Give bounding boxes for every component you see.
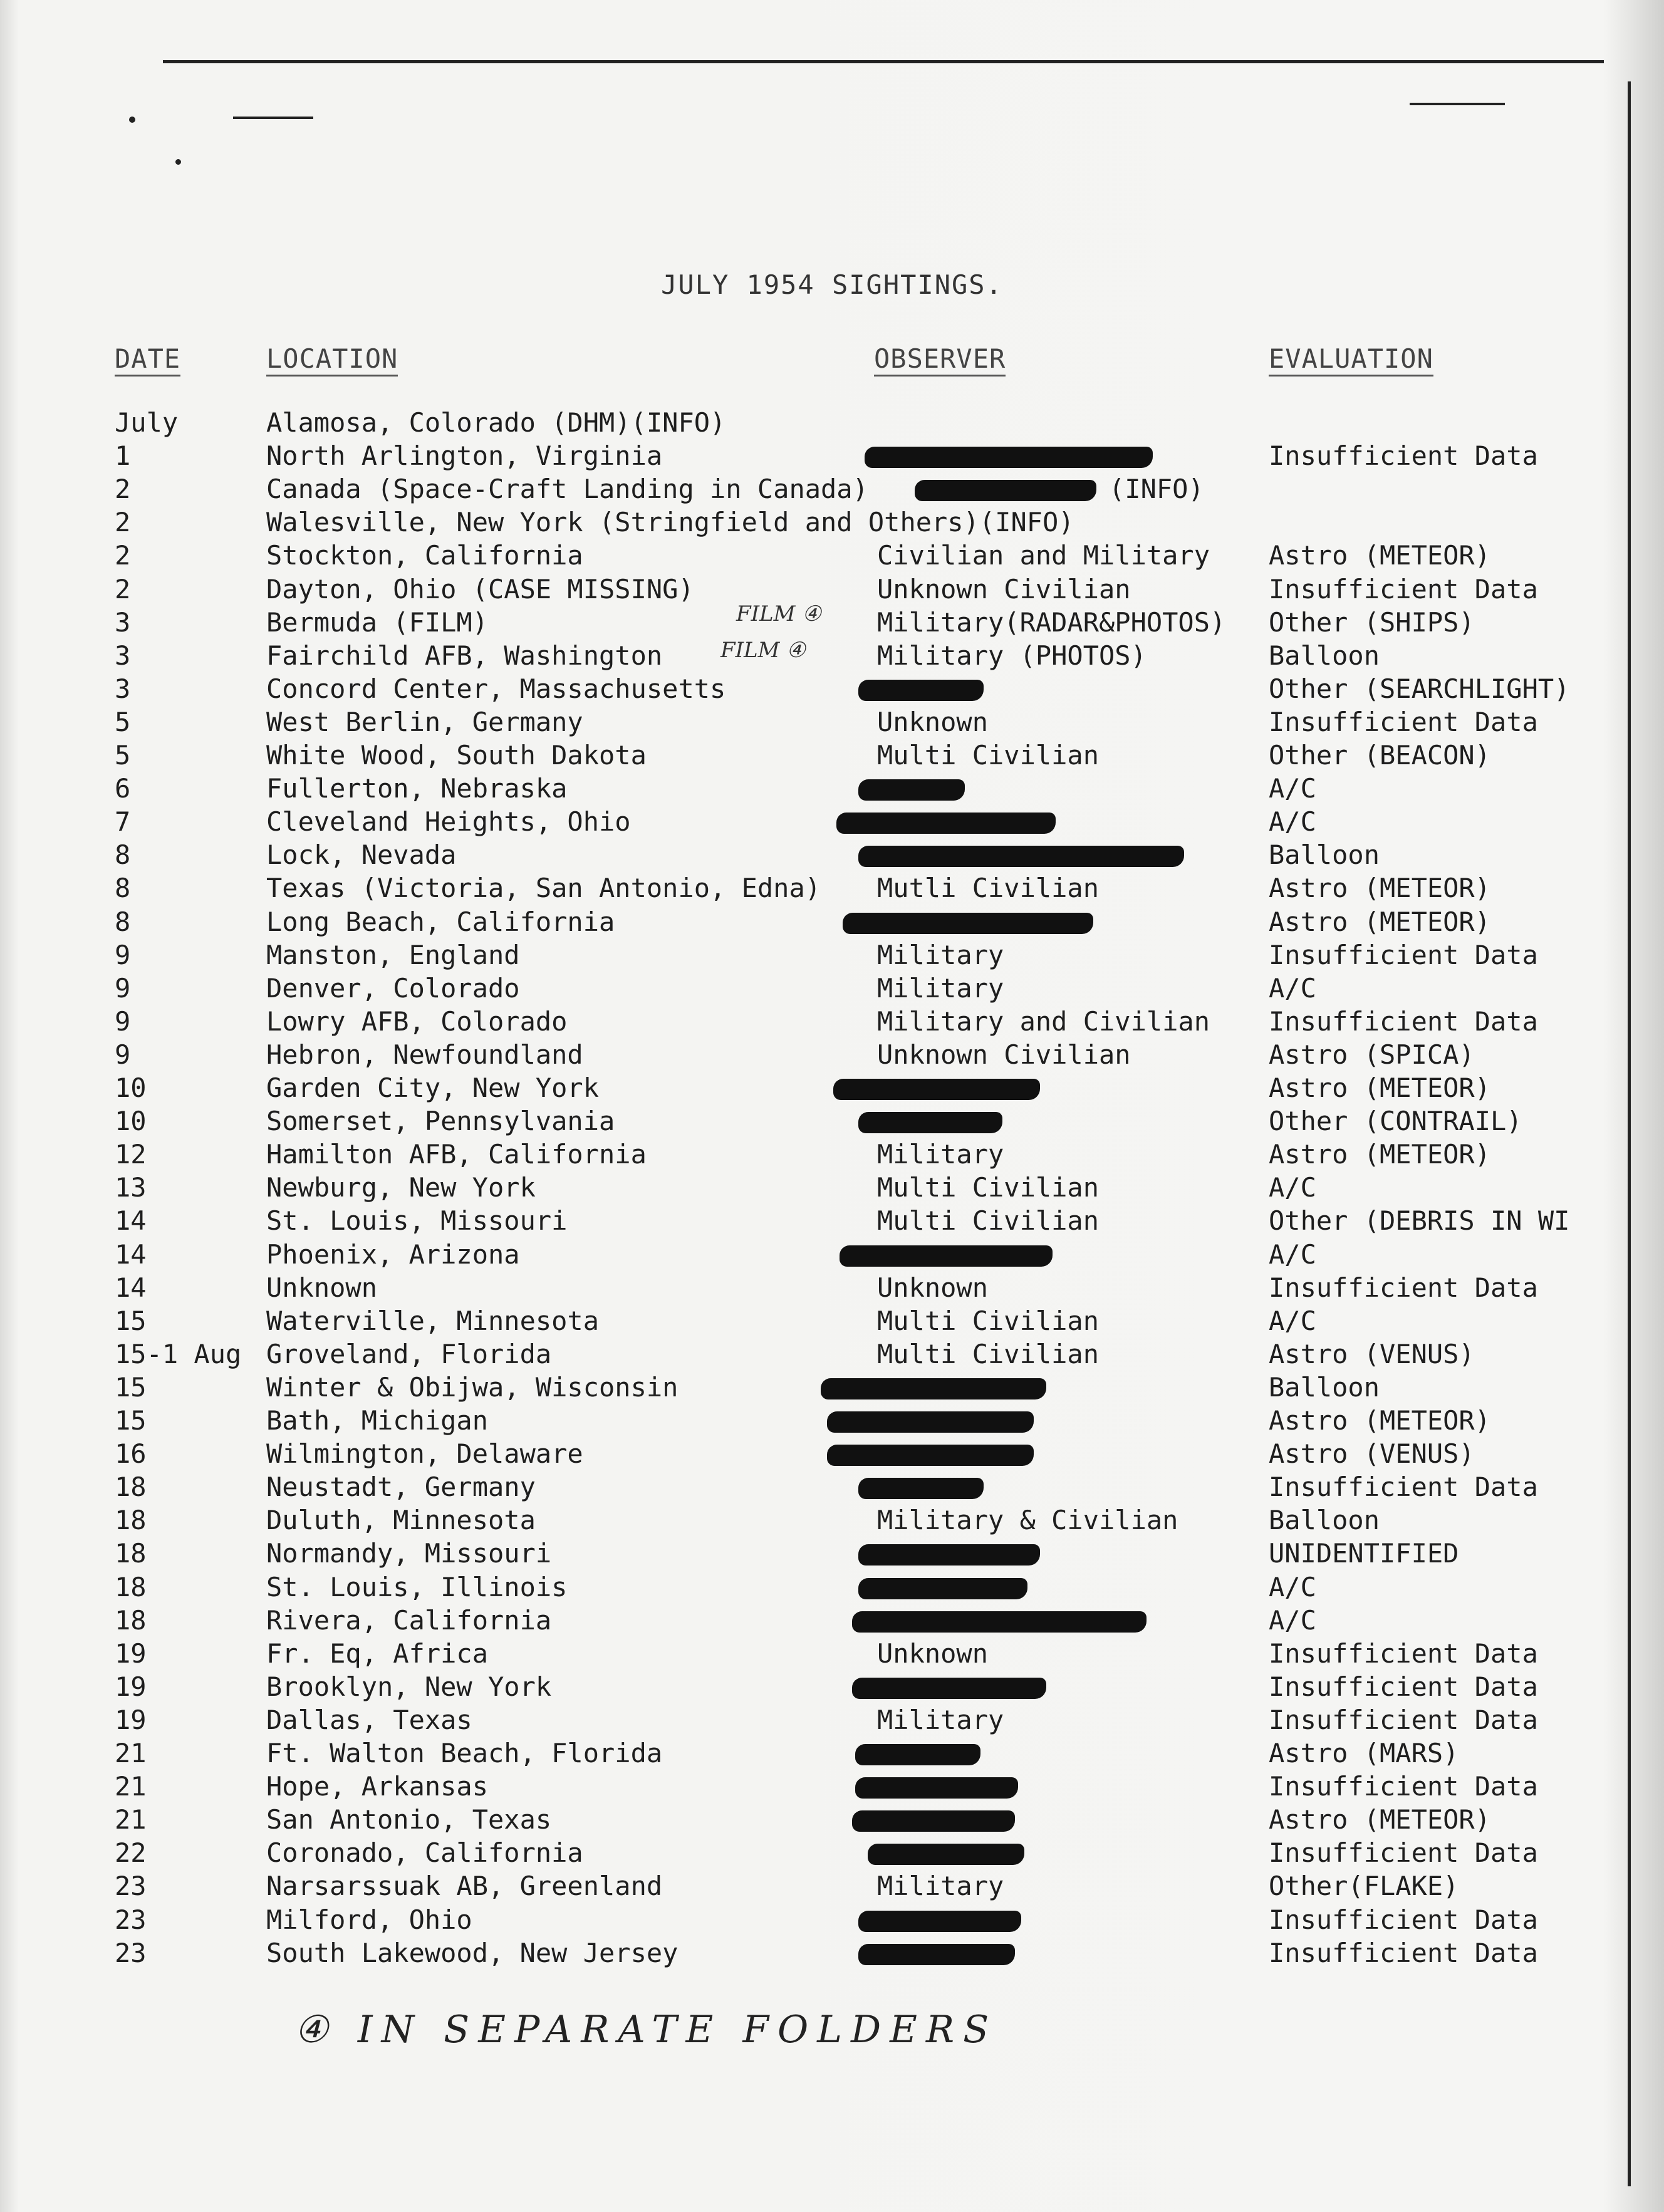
row-date: 15 — [115, 1371, 147, 1403]
row-date: 2 — [115, 507, 131, 538]
row-location: Winter & Obijwa, Wisconsin — [266, 1371, 679, 1403]
row-date: 7 — [115, 806, 131, 838]
row-date: 10 — [115, 1106, 147, 1137]
row-observer: Military — [877, 939, 1004, 970]
row-date: 9 — [115, 1005, 131, 1037]
table-row — [0, 1936, 1664, 1970]
row-location: Texas (Victoria, San Antonio, Edna) — [266, 873, 821, 904]
row-location: Manston, England — [266, 939, 520, 970]
row-evaluation: Astro (VENUS) — [1269, 1438, 1475, 1470]
row-observer: Mutli Civilian — [877, 873, 1100, 904]
table-row — [0, 1271, 1664, 1304]
row-location: Canada (Space-Craft Landing in Canada) — [266, 474, 868, 505]
table-row — [0, 1238, 1664, 1271]
row-evaluation: A/C — [1269, 1238, 1316, 1270]
redaction-bar — [855, 1744, 980, 1765]
row-location: Fairchild AFB, Washington — [266, 640, 663, 671]
row-observer: Unknown — [877, 706, 989, 737]
row-observer: Unknown Civilian — [877, 573, 1131, 605]
table-row — [0, 472, 1664, 506]
table-row — [0, 1104, 1664, 1138]
row-date: 21 — [115, 1771, 147, 1802]
row-date: 9 — [115, 1039, 131, 1070]
row-observer: Military and Civilian — [877, 1005, 1210, 1037]
table-row — [0, 1737, 1664, 1770]
row-location: West Berlin, Germany — [266, 706, 583, 737]
redaction-bar — [855, 1777, 1018, 1799]
row-observer: Military (PHOTOS) — [877, 640, 1147, 671]
table-row — [0, 1703, 1664, 1737]
row-date: 22 — [115, 1837, 147, 1869]
row-evaluation: Other (DEBRIS IN WI — [1269, 1205, 1570, 1237]
row-date: 23 — [115, 1904, 147, 1935]
row-location: Walesville, New York (Stringfield and Others)(INFO) — [266, 507, 1074, 538]
row-location: Garden City, New York — [266, 1072, 600, 1103]
redaction-bar — [858, 1578, 1027, 1599]
redaction-bar — [858, 1112, 1002, 1133]
row-location: Dayton, Ohio (CASE MISSING) — [266, 573, 694, 605]
row-evaluation: Astro (METEOR) — [1269, 1139, 1491, 1170]
row-date: 13 — [115, 1172, 147, 1203]
row-location: Bermuda (FILM) — [266, 606, 489, 638]
row-evaluation: Other (CONTRAIL) — [1269, 1106, 1522, 1137]
header-location: LOCATION — [266, 343, 398, 376]
row-evaluation: Insufficient Data — [1269, 1671, 1538, 1702]
row-observer: Military(RADAR&PHOTOS) — [877, 606, 1226, 638]
redaction-bar — [915, 480, 1096, 501]
table-row — [0, 1470, 1664, 1503]
row-date: 3 — [115, 640, 131, 671]
row-date: 18 — [115, 1571, 147, 1602]
table-row — [0, 1437, 1664, 1470]
row-location: Fullerton, Nebraska — [266, 773, 568, 804]
row-location: Bath, Michigan — [266, 1405, 489, 1436]
redaction-bar — [865, 447, 1153, 468]
row-date: 3 — [115, 673, 131, 704]
table-row — [0, 1038, 1664, 1071]
redaction-bar — [827, 1411, 1034, 1433]
table-row — [0, 805, 1664, 838]
row-date: 10 — [115, 1072, 147, 1103]
row-location: North Arlington, Virginia — [266, 440, 663, 472]
redaction-bar — [852, 1678, 1046, 1699]
row-evaluation: Insufficient Data — [1269, 1638, 1538, 1669]
table-row — [0, 905, 1664, 938]
row-location: Cleveland Heights, Ohio — [266, 806, 631, 838]
row-date: 18 — [115, 1538, 147, 1569]
row-location: Coronado, California — [266, 1837, 583, 1869]
row-evaluation: Astro (MARS) — [1269, 1738, 1459, 1768]
row-date: 18 — [115, 1604, 147, 1636]
redaction-bar — [858, 1944, 1015, 1965]
row-observer: Military — [877, 1871, 1004, 1902]
row-location: San Antonio, Texas — [266, 1804, 552, 1836]
table-row — [0, 871, 1664, 905]
redaction-bar — [843, 913, 1093, 934]
table-row — [0, 938, 1664, 972]
row-date: 1 — [115, 440, 131, 472]
row-location: Denver, Colorado — [266, 972, 520, 1004]
table-row — [0, 672, 1664, 705]
row-date: 8 — [115, 906, 131, 937]
table-row — [0, 439, 1664, 472]
row-location: Hope, Arkansas — [266, 1771, 489, 1802]
row-location: Narsarssuak AB, Greenland — [266, 1871, 663, 1902]
table-row — [0, 1337, 1664, 1371]
row-location: Wilmington, Delaware — [266, 1438, 583, 1470]
row-evaluation: Other (BEACON) — [1269, 740, 1491, 771]
table-row — [0, 739, 1664, 772]
row-location: South Lakewood, New Jersey — [266, 1937, 679, 1968]
row-observer: Military & Civilian — [877, 1505, 1178, 1536]
row-evaluation: Astro (METEOR) — [1269, 540, 1491, 571]
redaction-bar — [827, 1445, 1034, 1466]
row-location: Somerset, Pennsylvania — [266, 1106, 615, 1137]
row-observer: Unknown Civilian — [877, 1039, 1131, 1070]
row-evaluation: Astro (METEOR) — [1269, 1072, 1491, 1103]
row-observer: Military — [877, 972, 1004, 1004]
table-row — [0, 406, 1664, 439]
handwritten-note: ④ IN SEPARATE FOLDERS — [294, 2008, 998, 2052]
row-evaluation: Insufficient Data — [1269, 440, 1538, 472]
table-row — [0, 539, 1664, 572]
redaction-bar — [840, 1245, 1053, 1267]
row-location: Stockton, California — [266, 540, 583, 571]
row-evaluation: Insufficient Data — [1269, 1704, 1538, 1735]
row-evaluation: Insufficient Data — [1269, 573, 1538, 605]
row-observer: (INFO) — [1109, 474, 1204, 505]
row-date: 23 — [115, 1937, 147, 1968]
row-evaluation: Insufficient Data — [1269, 1904, 1538, 1935]
table-row — [0, 1503, 1664, 1537]
row-location: Alamosa, Colorado (DHM)(INFO) — [266, 407, 726, 438]
row-evaluation: Astro (METEOR) — [1269, 1804, 1491, 1836]
row-evaluation: Balloon — [1269, 1371, 1380, 1403]
row-evaluation: Other(FLAKE) — [1269, 1871, 1459, 1902]
row-evaluation: Astro (VENUS) — [1269, 1338, 1475, 1369]
table-row — [0, 1670, 1664, 1703]
row-location: Rivera, California — [266, 1604, 552, 1636]
redaction-bar — [858, 680, 984, 701]
table-row — [0, 1005, 1664, 1038]
row-location: Phoenix, Arizona — [266, 1238, 520, 1270]
row-evaluation: Other (SHIPS) — [1269, 606, 1475, 638]
row-evaluation: A/C — [1269, 972, 1316, 1004]
row-evaluation: A/C — [1269, 1172, 1316, 1203]
row-observer: Multi Civilian — [877, 1338, 1100, 1369]
row-location: Milford, Ohio — [266, 1904, 472, 1935]
row-date: July — [115, 407, 179, 438]
row-evaluation: Astro (METEOR) — [1269, 873, 1491, 904]
row-location: Brooklyn, New York — [266, 1671, 552, 1702]
row-evaluation: Balloon — [1269, 640, 1380, 671]
header-observer: OBSERVER — [874, 343, 1006, 376]
table-row — [0, 1304, 1664, 1337]
table-row — [0, 639, 1664, 672]
row-observer: Multi Civilian — [877, 1172, 1100, 1203]
table-row — [0, 972, 1664, 1005]
row-date: 3 — [115, 606, 131, 638]
row-date: 19 — [115, 1671, 147, 1702]
row-evaluation: A/C — [1269, 1305, 1316, 1336]
row-observer: Unknown — [877, 1272, 989, 1303]
row-location: Hebron, Newfoundland — [266, 1039, 583, 1070]
row-observer: Multi Civilian — [877, 740, 1100, 771]
row-location: Lock, Nevada — [266, 839, 457, 871]
row-evaluation: Insufficient Data — [1269, 1837, 1538, 1869]
row-evaluation: UNIDENTIFIED — [1269, 1538, 1459, 1569]
row-date: 16 — [115, 1438, 147, 1470]
table-row — [0, 1537, 1664, 1570]
row-location: Long Beach, California — [266, 906, 615, 937]
redaction-bar — [868, 1844, 1024, 1865]
redaction-bar — [858, 846, 1184, 867]
redaction-bar — [852, 1611, 1147, 1633]
row-location: Groveland, Florida — [266, 1338, 552, 1369]
table-row — [0, 1138, 1664, 1171]
row-date: 23 — [115, 1871, 147, 1902]
row-observer: Multi Civilian — [877, 1205, 1100, 1237]
table-row — [0, 1571, 1664, 1604]
row-location: Dallas, Texas — [266, 1704, 472, 1735]
row-date: 18 — [115, 1505, 147, 1536]
row-location: Ft. Walton Beach, Florida — [266, 1738, 663, 1768]
table-row — [0, 1637, 1664, 1670]
redaction-bar — [858, 1911, 1021, 1932]
row-observer: Military — [877, 1139, 1004, 1170]
row-location: Normandy, Missouri — [266, 1538, 552, 1569]
row-location: St. Louis, Illinois — [266, 1571, 568, 1602]
redaction-bar — [833, 1079, 1040, 1100]
table-row — [0, 1371, 1664, 1404]
table-row — [0, 705, 1664, 739]
row-evaluation: A/C — [1269, 806, 1316, 838]
table-row — [0, 1903, 1664, 1936]
row-location: Duluth, Minnesota — [266, 1505, 536, 1536]
row-observer: Military — [877, 1704, 1004, 1735]
row-observer: Multi Civilian — [877, 1305, 1100, 1336]
row-evaluation: Astro (METEOR) — [1269, 1405, 1491, 1436]
table-row — [0, 1171, 1664, 1204]
row-evaluation: Insufficient Data — [1269, 1005, 1538, 1037]
film-annotation: FILM ④ — [736, 601, 821, 626]
row-date: 12 — [115, 1139, 147, 1170]
redaction-bar — [821, 1378, 1046, 1399]
row-date: 19 — [115, 1638, 147, 1669]
table-row — [0, 573, 1664, 606]
row-evaluation: Astro (METEOR) — [1269, 906, 1491, 937]
row-date: 9 — [115, 939, 131, 970]
table-row — [0, 1836, 1664, 1869]
row-evaluation: Insufficient Data — [1269, 939, 1538, 970]
row-evaluation: Insufficient Data — [1269, 1472, 1538, 1503]
row-location: Hamilton AFB, California — [266, 1139, 647, 1170]
row-date: 2 — [115, 540, 131, 571]
header-evaluation: EVALUATION — [1269, 343, 1433, 376]
row-observer: Civilian and Military — [877, 540, 1210, 571]
header-date: DATE — [115, 343, 180, 376]
row-location: Fr. Eq, Africa — [266, 1638, 489, 1669]
table-row — [0, 1869, 1664, 1903]
table-row — [0, 772, 1664, 805]
row-location: Concord Center, Massachusetts — [266, 673, 726, 704]
row-location: Waterville, Minnesota — [266, 1305, 600, 1336]
row-location: Neustadt, Germany — [266, 1472, 536, 1503]
row-evaluation: Balloon — [1269, 1505, 1380, 1536]
row-date: 21 — [115, 1804, 147, 1836]
row-date: 15 — [115, 1305, 147, 1336]
table-row — [0, 1404, 1664, 1437]
table-row — [0, 1071, 1664, 1104]
row-observer: Unknown — [877, 1638, 989, 1669]
table-row — [0, 1770, 1664, 1803]
table-row — [0, 506, 1664, 539]
row-date: 14 — [115, 1238, 147, 1270]
row-evaluation: Balloon — [1269, 839, 1380, 871]
row-date: 8 — [115, 839, 131, 871]
row-date: 5 — [115, 740, 131, 771]
redaction-bar — [858, 779, 965, 801]
row-location: St. Louis, Missouri — [266, 1205, 568, 1237]
row-location: Newburg, New York — [266, 1172, 536, 1203]
row-date: 15-1 Aug — [115, 1338, 242, 1369]
row-evaluation: A/C — [1269, 1571, 1316, 1602]
row-evaluation: Other (SEARCHLIGHT) — [1269, 673, 1570, 704]
row-date: 5 — [115, 706, 131, 737]
redaction-bar — [836, 813, 1056, 834]
row-evaluation: Insufficient Data — [1269, 1272, 1538, 1303]
row-evaluation: A/C — [1269, 1604, 1316, 1636]
row-evaluation: Insufficient Data — [1269, 1771, 1538, 1802]
row-evaluation: Astro (SPICA) — [1269, 1039, 1475, 1070]
row-date: 18 — [115, 1472, 147, 1503]
row-date: 9 — [115, 972, 131, 1004]
row-evaluation: Insufficient Data — [1269, 1937, 1538, 1968]
row-date: 6 — [115, 773, 131, 804]
row-evaluation: A/C — [1269, 773, 1316, 804]
table-row — [0, 1204, 1664, 1237]
redaction-bar — [858, 1544, 1040, 1566]
row-date: 15 — [115, 1405, 147, 1436]
table-row — [0, 606, 1664, 639]
row-location: Lowry AFB, Colorado — [266, 1005, 568, 1037]
row-location: White Wood, South Dakota — [266, 740, 647, 771]
redaction-bar — [858, 1478, 984, 1499]
row-date: 2 — [115, 573, 131, 605]
row-date: 8 — [115, 873, 131, 904]
row-evaluation: Insufficient Data — [1269, 706, 1538, 737]
table-row — [0, 838, 1664, 871]
row-date: 2 — [115, 474, 131, 505]
table-row — [0, 1803, 1664, 1836]
film-annotation: FILM ④ — [720, 638, 806, 663]
row-date: 14 — [115, 1272, 147, 1303]
table-row — [0, 1604, 1664, 1637]
row-location: Unknown — [266, 1272, 378, 1303]
row-date: 21 — [115, 1738, 147, 1768]
redaction-bar — [852, 1810, 1015, 1832]
page-title: JULY 1954 SIGHTINGS. — [661, 269, 1003, 300]
row-date: 14 — [115, 1205, 147, 1237]
row-date: 19 — [115, 1704, 147, 1735]
